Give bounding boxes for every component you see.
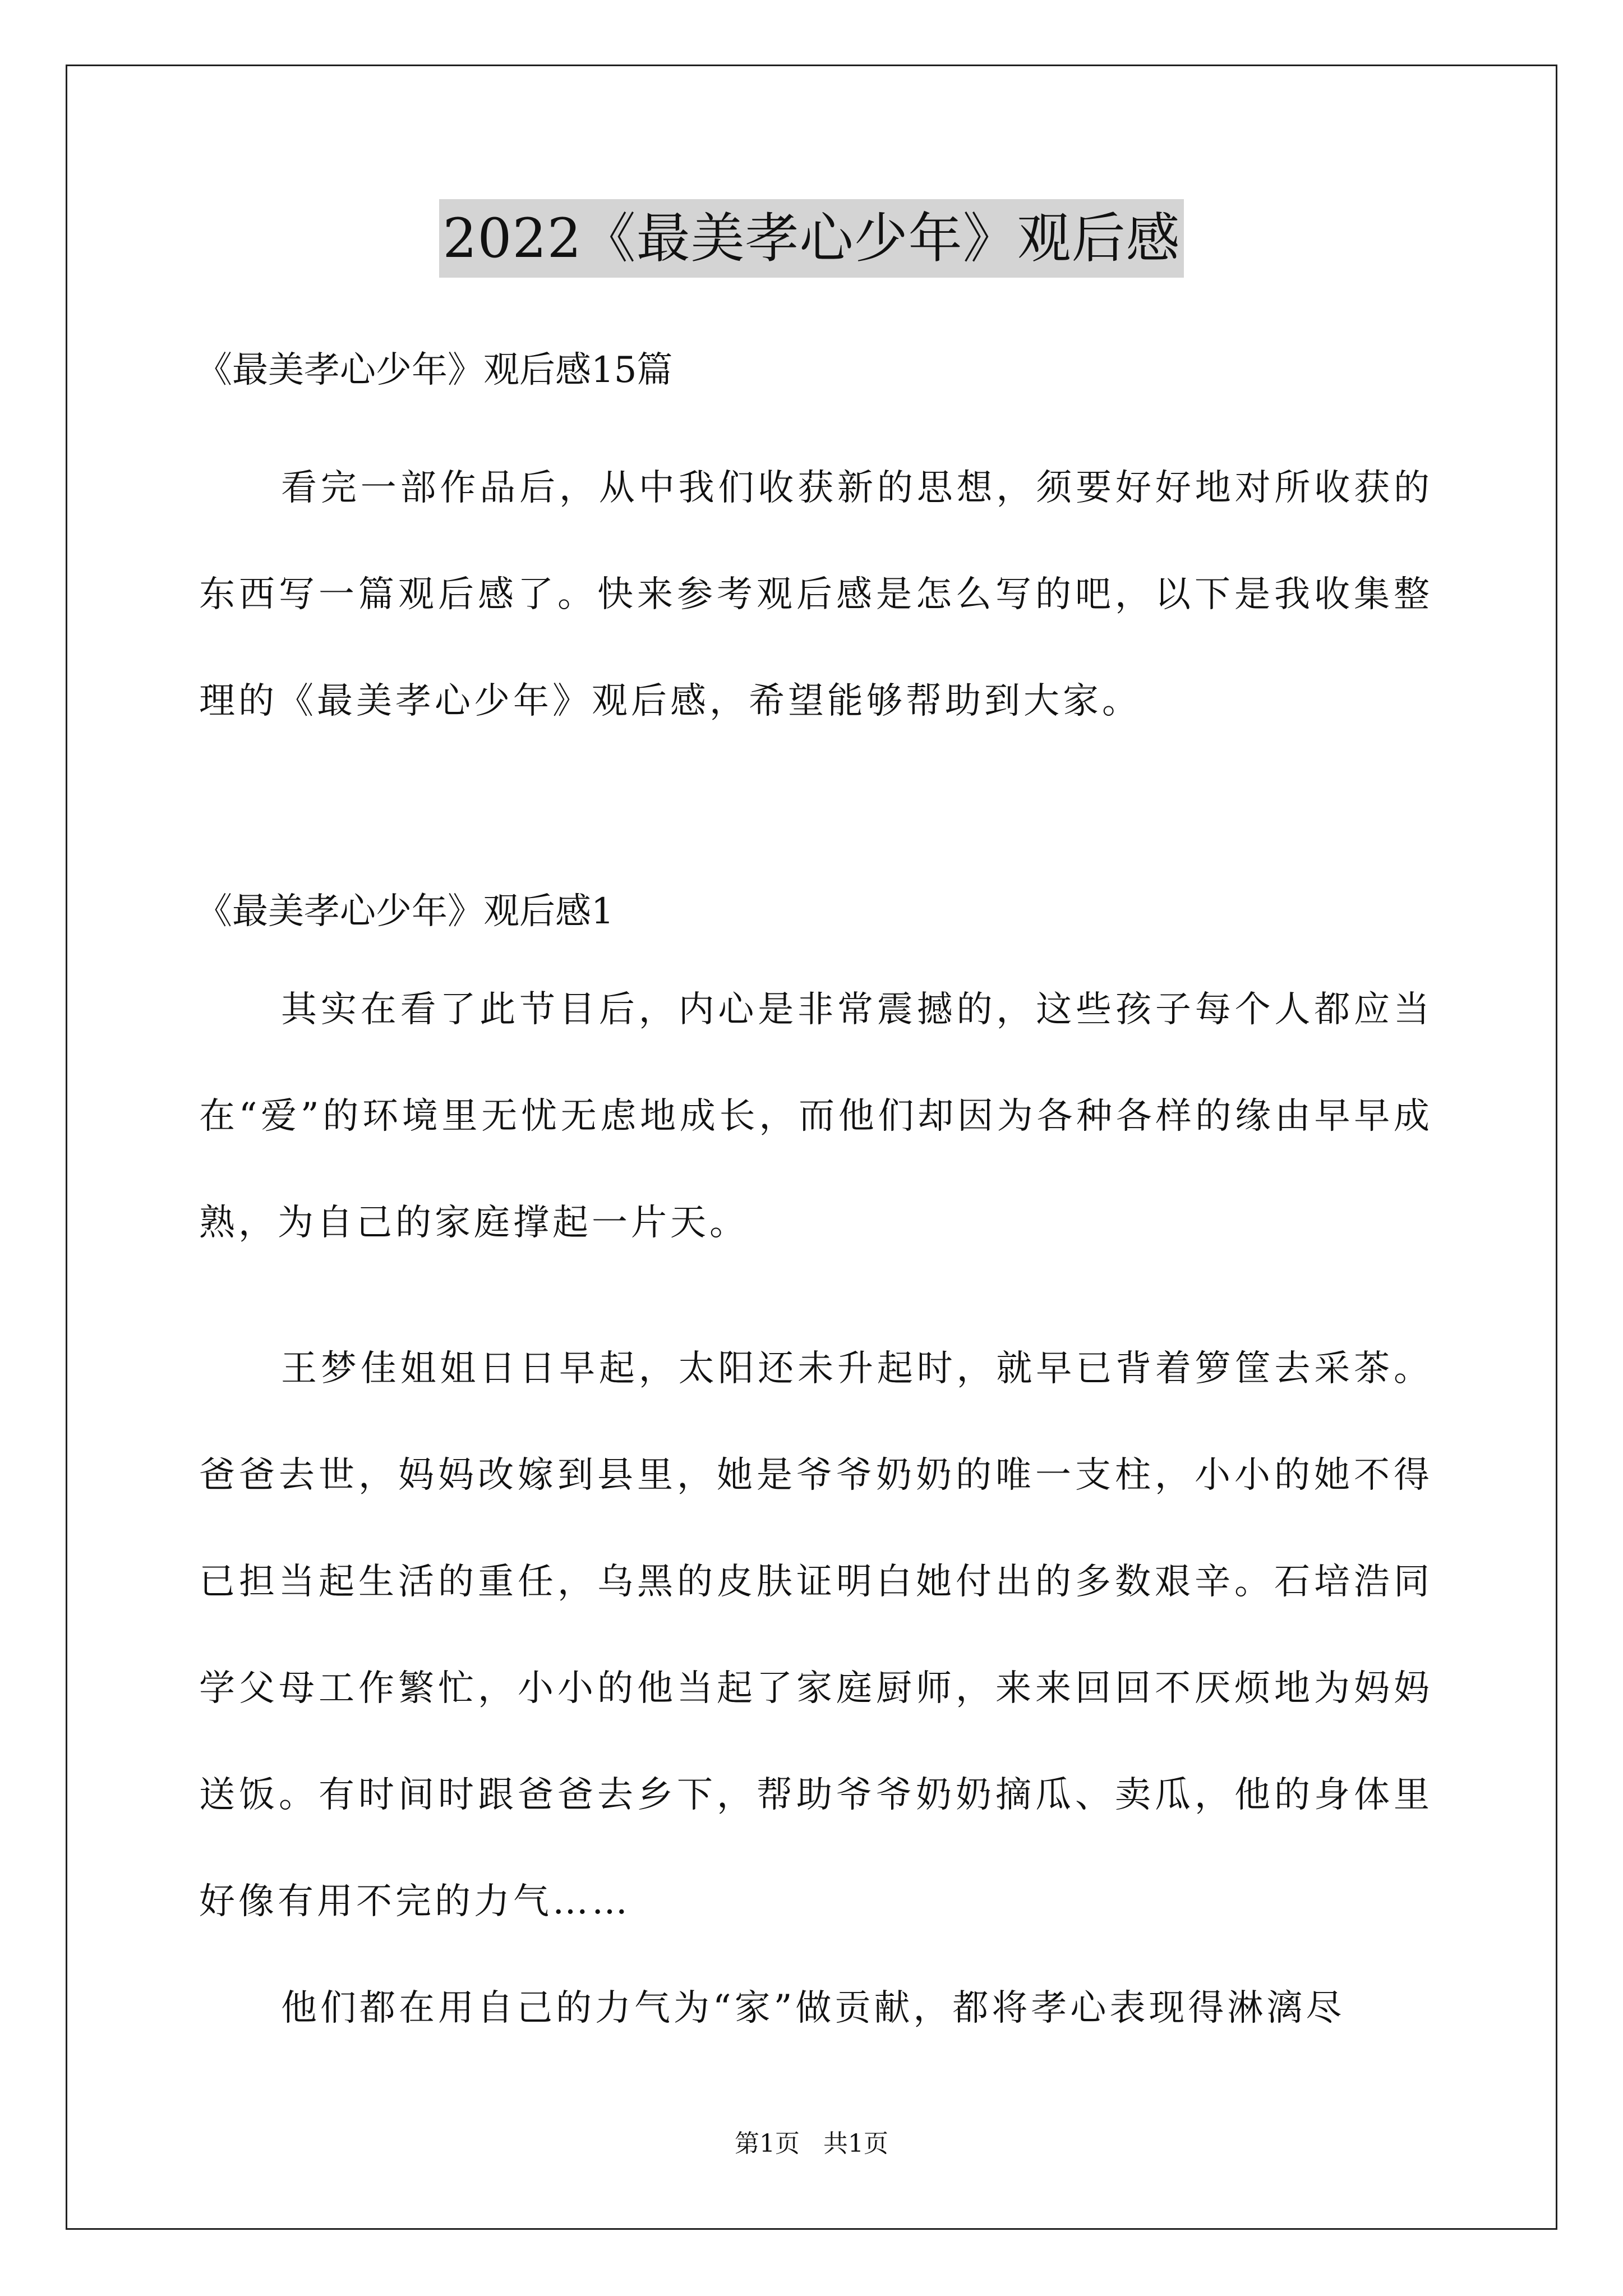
body-paragraph-1: 其实在看了此节目后，内心是非常震撼的，这些孩子每个人都应当在“爱”的环境里无忧无虑地成长，而他们却因为各种各样的缘由早早成熟，为自己的家庭撑起一片天。 <box>199 989 1433 1244</box>
section-heading: 《最美孝心少年》观后感1 <box>196 891 614 932</box>
page-number-footer: 第1页 共1页 <box>735 2129 888 2158</box>
title-container <box>0 199 1623 278</box>
body-paragraph-2: 王梦佳姐姐日日早起，太阳还未升起时，就早已背着箩筐去采茶。爸爸去世，妈妈改嫁到县里，她是爷爷奶奶的唯一支柱，小小的她不得已担当起生活的重任，乌黑的皮肤证明白她付出的多数艰辛。石培浩同学父母工作繁忙，小小的他当起了家庭厨师，来来回回不厌烦地为妈妈送饭。有时间时跟爸爸去乡下，帮助爷爷奶奶摘瓜、卖瓜，他的身体里好像有用不完的力气…… <box>199 1348 1433 1922</box>
intro-paragraph: 看完一部作品后，从中我们收获新的思想，须要好好地对所收获的东西写一篇观后感了。快来参考观后感是怎么写的吧，以下是我收集整理的《最美孝心少年》观后感，希望能够帮助到大家。 <box>199 467 1433 722</box>
body-paragraph-3: 他们都在用自己的力气为“家”做贡献，都将孝心表现得淋漓尽 <box>281 1987 1345 2029</box>
document-title: 2022《最美孝心少年》观后感 <box>439 199 1183 278</box>
document-subtitle: 《最美孝心少年》观后感15篇 <box>196 349 673 391</box>
